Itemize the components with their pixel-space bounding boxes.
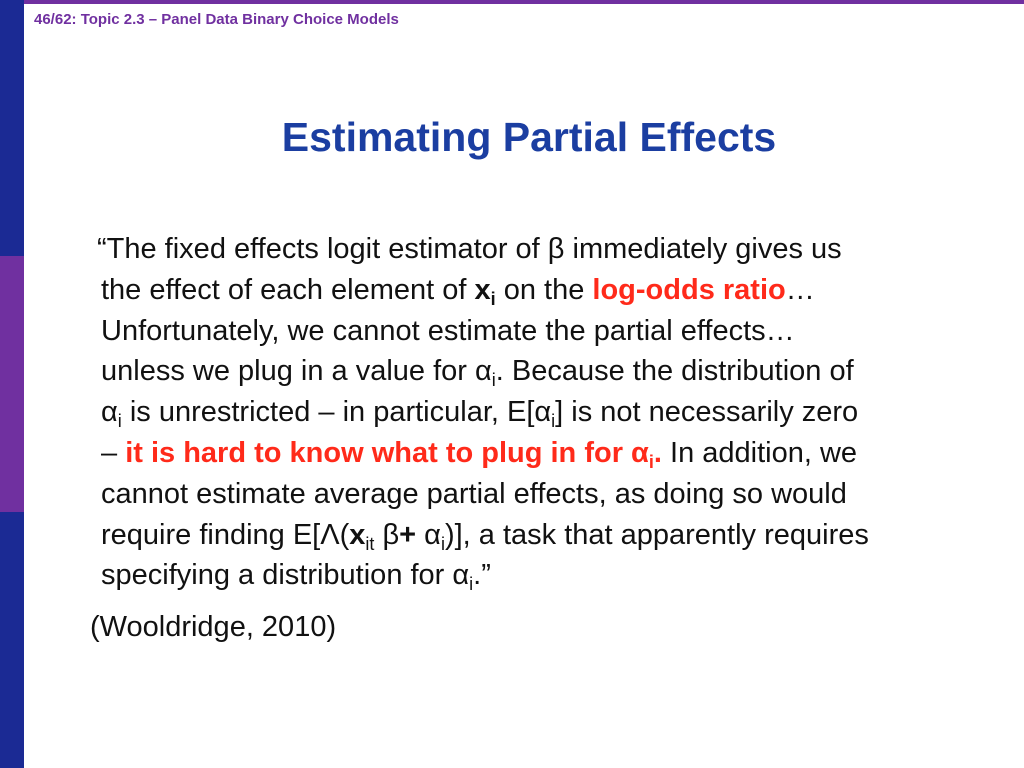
x-vector-symbol: x bbox=[349, 518, 366, 551]
quote-text: immediately gives us bbox=[564, 233, 842, 265]
quote-line-8 bbox=[101, 515, 1016, 556]
quote-text: .” bbox=[473, 559, 491, 592]
top-accent-bar bbox=[0, 0, 1024, 4]
quote-text: – bbox=[101, 436, 126, 469]
quote-text: . Because the distribution of bbox=[495, 355, 854, 388]
quote-block bbox=[97, 229, 1016, 596]
beta-symbol: β bbox=[547, 233, 565, 265]
subscript: i bbox=[551, 411, 556, 432]
quote-line-3: Unfortunately, we cannot estimate the partial effects… bbox=[101, 314, 795, 347]
quote-text: … bbox=[785, 273, 815, 306]
subscript: i bbox=[491, 370, 496, 391]
quote-text: ] is not necessarily zero bbox=[555, 396, 859, 429]
highlight-log-odds-ratio: log-odds ratio bbox=[592, 273, 786, 306]
left-bar-segment-bottom bbox=[0, 512, 24, 768]
quote-text: )], a task that apparently requires bbox=[444, 518, 869, 551]
quote-line-5 bbox=[101, 392, 1016, 433]
quote-text: unless we plug in a value for α bbox=[101, 355, 492, 388]
highlight-period: . bbox=[653, 436, 662, 469]
quote-line-6 bbox=[101, 433, 1016, 474]
subscript: i bbox=[648, 451, 654, 472]
quote-line-7: cannot estimate average partial effects, as doing so would bbox=[101, 477, 847, 510]
quote-text: is unrestricted – in particular, E[α bbox=[121, 396, 552, 429]
subscript: i bbox=[117, 411, 122, 432]
left-bar-segment-middle bbox=[0, 256, 24, 512]
quote-text: “The fixed effects logit estimator of bbox=[97, 233, 548, 265]
left-accent-bar bbox=[0, 0, 24, 768]
quote-line-1 bbox=[97, 229, 1016, 270]
quote-text: α bbox=[416, 518, 441, 551]
quote-line-9 bbox=[101, 555, 1016, 596]
quote-line-4 bbox=[101, 351, 1016, 392]
x-vector-symbol: x bbox=[474, 273, 491, 306]
slide-header: 46/62: Topic 2.3 – Panel Data Binary Choice Models bbox=[34, 11, 399, 28]
plus-symbol: + bbox=[399, 518, 417, 551]
quote-text: specifying a distribution for α bbox=[101, 559, 470, 592]
slide-title: Estimating Partial Effects bbox=[281, 114, 777, 160]
left-bar-segment-top bbox=[0, 0, 24, 256]
subscript: i bbox=[469, 574, 474, 595]
quote-line-2 bbox=[101, 270, 1016, 311]
citation: (Wooldridge, 2010) bbox=[90, 611, 337, 643]
beta-symbol: β bbox=[374, 518, 400, 551]
quote-text: In addition, we bbox=[661, 436, 858, 469]
quote-text: on the bbox=[495, 273, 593, 306]
quote-text: require finding E[Λ( bbox=[101, 518, 350, 551]
subscript: it bbox=[365, 533, 375, 554]
quote-text: α bbox=[101, 396, 118, 429]
highlight-plug-in-alpha: it is hard to know what to plug in for α bbox=[125, 436, 649, 469]
quote-text: the effect of each element of bbox=[101, 273, 475, 306]
subscript: i bbox=[490, 288, 496, 309]
subscript: i bbox=[440, 533, 445, 554]
